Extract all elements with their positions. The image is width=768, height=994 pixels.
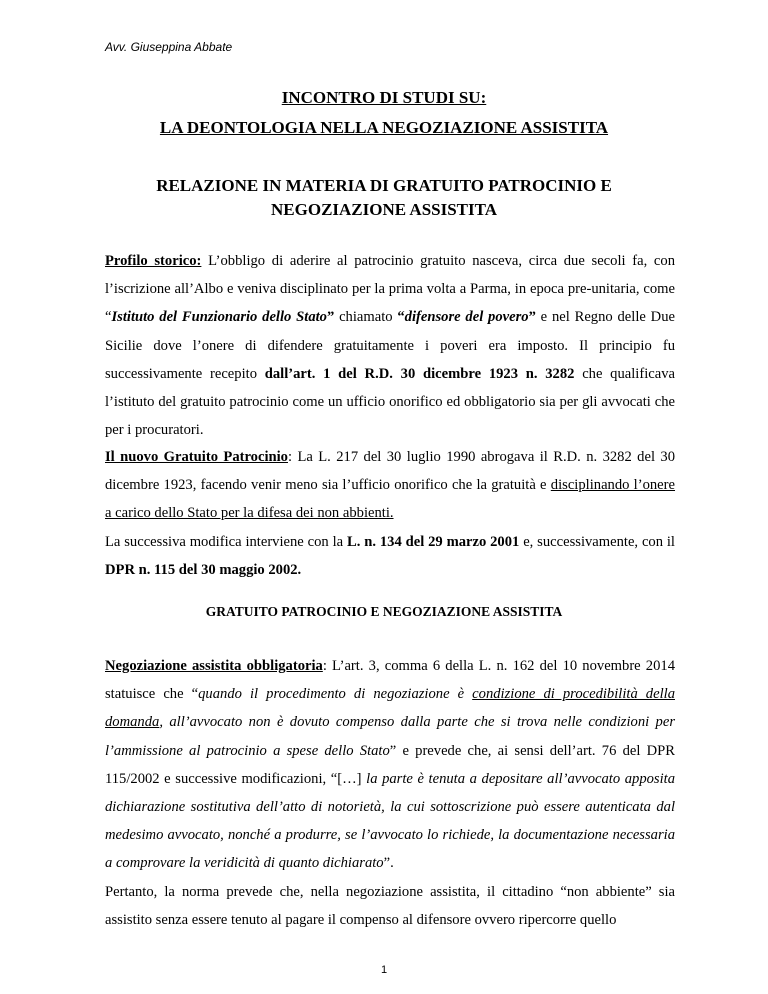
page-number: 1 [380, 964, 388, 976]
nuovo-text-2: disciplinando l’onere a carico dello Stato per la difesa dei non abbienti. [105, 477, 676, 522]
negoziazione-label: Negoziazione assistita obbligatoria [105, 658, 323, 674]
negoziazione-text-5: ” e prevede che, ai sensi dell’art. 76 del DPR 115/2002 e successive modificazioni, “[…] [105, 742, 675, 787]
paragraph-nuovo-gratuito-patrocinio [105, 443, 675, 584]
profilo-text-4: chiamato [334, 309, 398, 326]
nuovo-text-4: L. n. 134 del 29 marzo 2001 [346, 533, 520, 550]
profilo-text-10: che qualificava l’istituto del gratuito patrocinio come un ufficio onorifico ed obbligatorio sia per gli avvocati che per i procuratori. [105, 365, 676, 439]
subtitle: RELAZIONE IN MATERIA DI GRATUITO PATROCINIO E NEGOZIAZIONE ASSISTITA [156, 176, 612, 219]
profilo-text-2: Istituto del Funzionario dello Stato [111, 309, 327, 326]
profilo-text-9: dall’art. 1 del R.D. 30 dicembre 1923 n. 3282 [264, 365, 575, 382]
negoziazione-text-7: ”. [383, 855, 394, 872]
negoziazione-text-1: : L’art. 3, comma 6 della L. n. 162 del 10 novembre 2014 statuisce che “ [105, 658, 675, 703]
paragraph-profilo-storico [105, 247, 675, 444]
profilo-text-6: difensore del povero [404, 309, 529, 326]
nuovo-text-3: La successiva modifica interviene con la [105, 533, 347, 550]
nuovo-label: Il nuovo Gratuito Patrocinio [105, 449, 288, 465]
profilo-label: Profilo storico: [105, 253, 202, 269]
nuovo-text-6: DPR n. 115 del 30 maggio 2002. [105, 561, 302, 578]
negoziazione-text-4: , all’avvocato non è dovuto compenso dalla parte che si trova nelle condizioni per l’ammissione al patrocinio a spese dello Stato [105, 714, 675, 759]
negoziazione-text-3: condizione di procedibilità della domanda [105, 686, 675, 731]
profilo-text-7: ” [528, 309, 536, 326]
profilo-text-1: L’obbligo di aderire al patrocinio gratuito nasceva, circa due secoli fa, con l’iscrizione all’Albo e veniva disciplinato per la prima volta a Parma, in epoca pre-unitaria, come “ [105, 253, 675, 326]
nuovo-text-1: : La L. 217 del 30 luglio 1990 abrogava il R.D. n. 3282 del 30 dicembre 1923, facendo venir meno sia l’ufficio onorifico che la gratuità e [105, 449, 675, 494]
section-heading: GRATUITO PATROCINIO E NEGOZIAZIONE ASSISTITA [205, 604, 563, 619]
title-line-1: INCONTRO DI STUDI SU: [281, 88, 487, 107]
profilo-text-5: “ [397, 309, 405, 326]
title-line-2: LA DEONTOLOGIA NELLA NEGOZIAZIONE ASSISTITA [159, 118, 609, 137]
header-author: Avv. Giuseppina Abbate [105, 40, 233, 54]
profilo-text-3: ” [326, 309, 335, 326]
profilo-text-8: e nel Regno delle Due Sicilie dove l’onere di difendere gratuitamente i poveri era imposto. Il principio fu successivamente recepito [105, 309, 675, 382]
negoziazione-text-8: Pertanto, la norma prevede che, nella negoziazione assistita, il cittadino “non abbiente” sia assistito senza essere tenuto al pagare il compenso al difensore ovvero ripercorre quello [105, 883, 675, 928]
negoziazione-text-2: quando il procedimento di negoziazione è [198, 686, 473, 703]
paragraph-negoziazione-assistita [105, 652, 675, 934]
negoziazione-text-6: la parte è tenuta a depositare all’avvocato apposita dichiarazione sostitutiva dell’atto di notorietà, la cui sottoscrizione può essere autenticata dal medesimo avvocato, nonché a produrre, se l’avvocato lo richiede, la documentazione necessaria a comprovare la veridicità di quanto dichiarato [105, 770, 675, 872]
nuovo-text-5: e, successivamente, con il [519, 533, 675, 550]
